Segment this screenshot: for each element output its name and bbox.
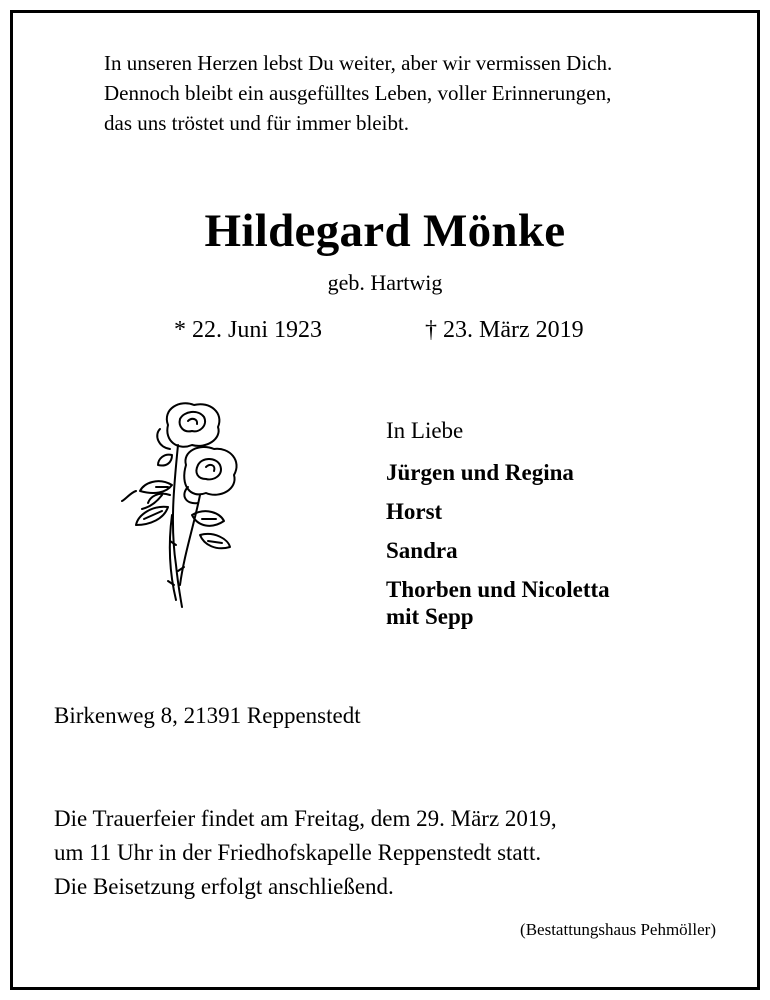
memorial-quote — [104, 48, 612, 138]
maiden-name: geb. Hartwig — [327, 270, 443, 295]
quote-line: In unseren Herzen lebst Du weiter, aber wir vermissen Dich. — [104, 51, 613, 75]
ceremony-line: Die Beisetzung erfolgt anschließend. — [54, 874, 394, 899]
mourner-name: Horst — [386, 499, 443, 524]
quote-line: das uns tröstet und für immer bleibt. — [104, 111, 410, 135]
funeral-home: (Bestattungshaus Pehmöller) — [520, 920, 716, 939]
mourners-list — [386, 459, 610, 630]
ceremony-line: um 11 Uhr in der Friedhofskapelle Reppenstedt statt. — [54, 840, 542, 865]
mourners-intro: In Liebe — [386, 418, 464, 443]
mourner-name: Thorben und Nicoletta — [386, 577, 610, 602]
mourner-name: mit Sepp — [386, 604, 474, 629]
ceremony-line: Die Trauerfeier findet am Freitag, dem 29. März 2019, — [54, 806, 557, 831]
death-date: † 23. März 2019 — [425, 317, 584, 343]
family-address: Birkenweg 8, 21391 Reppenstedt — [54, 703, 361, 728]
mourner-name: Sandra — [386, 538, 458, 563]
ceremony-info — [54, 802, 557, 904]
deceased-name: Hildegard Mönke — [204, 205, 566, 257]
mourner-name: Jürgen und Regina — [386, 460, 574, 485]
birth-date: * 22. Juni 1923 — [174, 317, 323, 343]
quote-line: Dennoch bleibt ein ausgefülltes Leben, voller Erinnerungen, — [104, 81, 612, 105]
rose-icon — [110, 395, 250, 615]
